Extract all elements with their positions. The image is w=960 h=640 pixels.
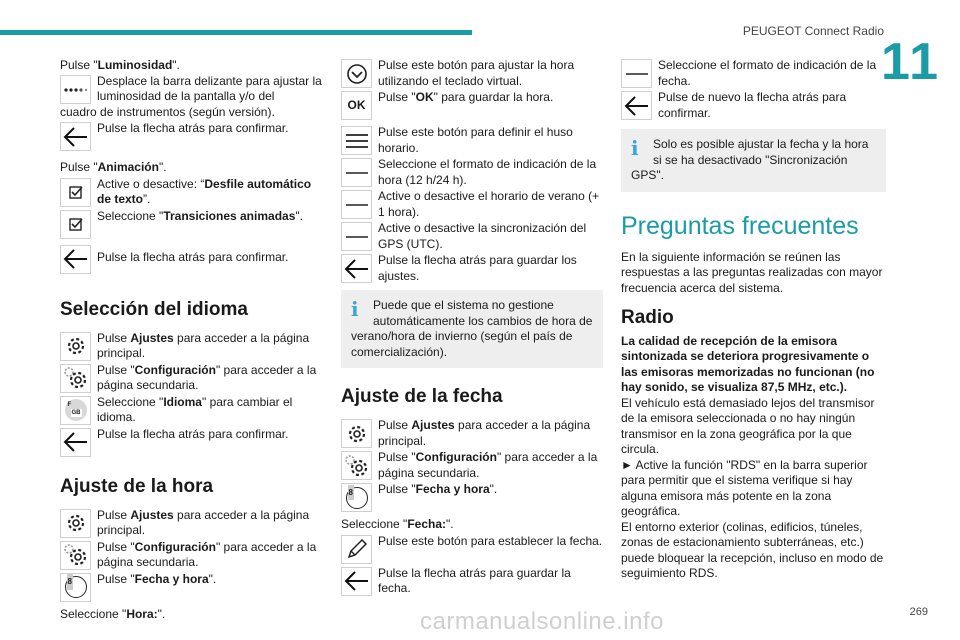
info-box-dst: i Puede que el sistema no gestione automáticamente los cambios de hora de verano/hora de invierno (según el país de comercialización). — [341, 290, 603, 368]
back-arrow-icon — [621, 91, 652, 120]
time-step-1: Pulse Ajustes para acceder a la página principal. — [60, 508, 322, 539]
clock-icon: 8 — [60, 573, 91, 602]
gear-icon — [60, 509, 91, 538]
language-flag-icon: F GB — [60, 396, 91, 425]
animation-step-2: Seleccione "Transiciones animadas". — [60, 209, 322, 240]
radio-answer-1: El vehículo está demasiado lejos del transmisor de la emisora seleccionada o no hay ningún transmisor en la zona geográfica por la que circula. — [621, 395, 875, 456]
time-format-step: Seleccione el formato de indicación de la hora (12 h/24 h). — [341, 157, 603, 188]
section-title-date: Ajuste de la fecha — [341, 386, 503, 407]
section-title-radio: Radio — [621, 307, 674, 328]
double-gear-icon — [341, 451, 372, 480]
pencil-icon — [341, 535, 372, 564]
time-step-3: 8 Pulse "Fecha y hora". — [60, 572, 322, 603]
column-1 — [60, 58, 322, 623]
daylight-saving-step: Active o desactive el horario de verano (+ 1 hora). — [341, 189, 603, 220]
date-confirm-back-step: Pulse de nuevo la flecha atrás para confirmar. — [621, 90, 886, 121]
checkbox-icon — [60, 178, 91, 207]
radio-answer-2: ► Active la función "RDS" en la barra superior para permitir que el sistema verifique si hay alguna emisora más potente en la zona geográfica. — [621, 457, 868, 518]
language-step-3: F GB Seleccione "Idioma" para cambiar el idioma. — [60, 395, 322, 426]
watermark: carmanualsonline.info — [420, 608, 664, 635]
double-gear-icon — [60, 364, 91, 393]
checkbox-icon — [60, 210, 91, 239]
info-box-gps: i Solo es posible ajustar la fecha y la hora si se ha desactivado "Sincronización GPS". — [621, 129, 886, 192]
chapter-number: 11 — [881, 33, 940, 91]
luminosity-step: Desplace la barra delizante para ajustar la luminosidad de la pantalla y/o del cuadro de instrumentos (según versión). — [60, 73, 322, 119]
column-3 — [621, 58, 886, 582]
ok-icon: OK — [341, 91, 372, 120]
animation-step-1: Active o desactive: “Desfile automático de texto”. — [60, 177, 322, 208]
double-gear-icon — [60, 541, 91, 570]
column-2 — [341, 58, 603, 598]
section-title-faq: Preguntas frecuentes — [621, 211, 859, 240]
header-accent-bar — [0, 30, 472, 35]
back-arrow-icon — [341, 567, 372, 596]
luminosity-back-step: Pulse la flecha atrás para confirmar. — [60, 121, 322, 152]
date-select-label: Seleccione "Fecha:". — [341, 517, 454, 531]
page-number: 269 — [909, 606, 928, 618]
back-arrow-icon — [60, 245, 91, 274]
chevron-down-icon — [341, 59, 372, 88]
language-step-1: Pulse Ajustes para acceder a la página principal. — [60, 331, 322, 362]
luminosity-intro: Pulse "Luminosidad". — [60, 58, 180, 72]
date-step-3: 8 Pulse "Fecha y hora". — [341, 482, 603, 513]
time-ok-step: OK Pulse "OK" para guardar la hora. — [341, 90, 603, 121]
toggle-line-icon — [341, 158, 372, 187]
animation-intro: Pulse "Animación". — [60, 160, 167, 174]
back-arrow-icon — [341, 254, 372, 283]
section-title-language: Selección del idioma — [60, 298, 248, 320]
language-step-2: Pulse "Configuración" para acceder a la página secundaria. — [60, 363, 322, 394]
date-format-step: Seleccione el formato de indicación de la fecha. — [621, 58, 886, 89]
toggle-line-icon — [621, 59, 652, 88]
gear-icon — [60, 332, 91, 361]
time-keyboard-step: Pulse este botón para ajustar la hora utilizando el teclado virtual. — [341, 58, 603, 89]
clock-icon: 8 — [341, 483, 372, 512]
date-set-step: Pulse este botón para establecer la fecha. — [341, 534, 603, 565]
gear-icon — [341, 419, 372, 448]
info-icon: i — [351, 297, 359, 321]
time-select-label: Seleccione "Hora:". — [60, 606, 166, 621]
date-step-1: Pulse Ajustes para acceder a la página principal. — [341, 418, 603, 449]
back-arrow-icon — [60, 428, 91, 457]
language-back-step: Pulse la flecha atrás para confirmar. — [60, 427, 322, 458]
back-arrow-icon — [60, 122, 91, 151]
header-title: PEUGEOT Connect Radio — [742, 24, 884, 38]
info-icon: i — [631, 136, 639, 160]
date-step-2: Pulse "Configuración" para acceder a la página secundaria. — [341, 450, 603, 481]
section-title-time: Ajuste de la hora — [60, 475, 214, 497]
time-save-back-step: Pulse la flecha atrás para guardar los ajustes. — [341, 253, 603, 284]
animation-back-step: Pulse la flecha atrás para confirmar. — [60, 241, 322, 277]
time-step-2: Pulse "Configuración" para acceder a la página secundaria. — [60, 540, 322, 571]
timezone-step: Pulse este botón para definir el huso horario. — [341, 125, 603, 156]
gps-sync-step: Active o desactive la sincronización del GPS (UTC). — [341, 221, 603, 252]
faq-intro: En la siguiente información se reúnen las respuestas a las preguntas realizadas con mayor frecuencia acerca del sistema. — [621, 249, 883, 295]
date-save-back-step: Pulse la flecha atrás para guardar la fecha. — [341, 566, 603, 597]
radio-question: La calidad de recepción de la emisora sintonizada se deteriora progresivamente o las emisoras memorizadas no funcionan (no hay sonido, se visualiza 87,5 MHz, etc.). — [621, 333, 875, 394]
toggle-line-icon — [341, 222, 372, 251]
toggle-line-icon — [341, 190, 372, 219]
list-menu-icon — [341, 126, 372, 155]
radio-answer-3: El entorno exterior (colinas, edificios, túneles, zonas de estacionamiento subterráneas, etc.) puede bloquear la recepción, incluso en modo de seguimiento RDS. — [621, 519, 884, 580]
brightness-slider-icon — [60, 75, 91, 104]
